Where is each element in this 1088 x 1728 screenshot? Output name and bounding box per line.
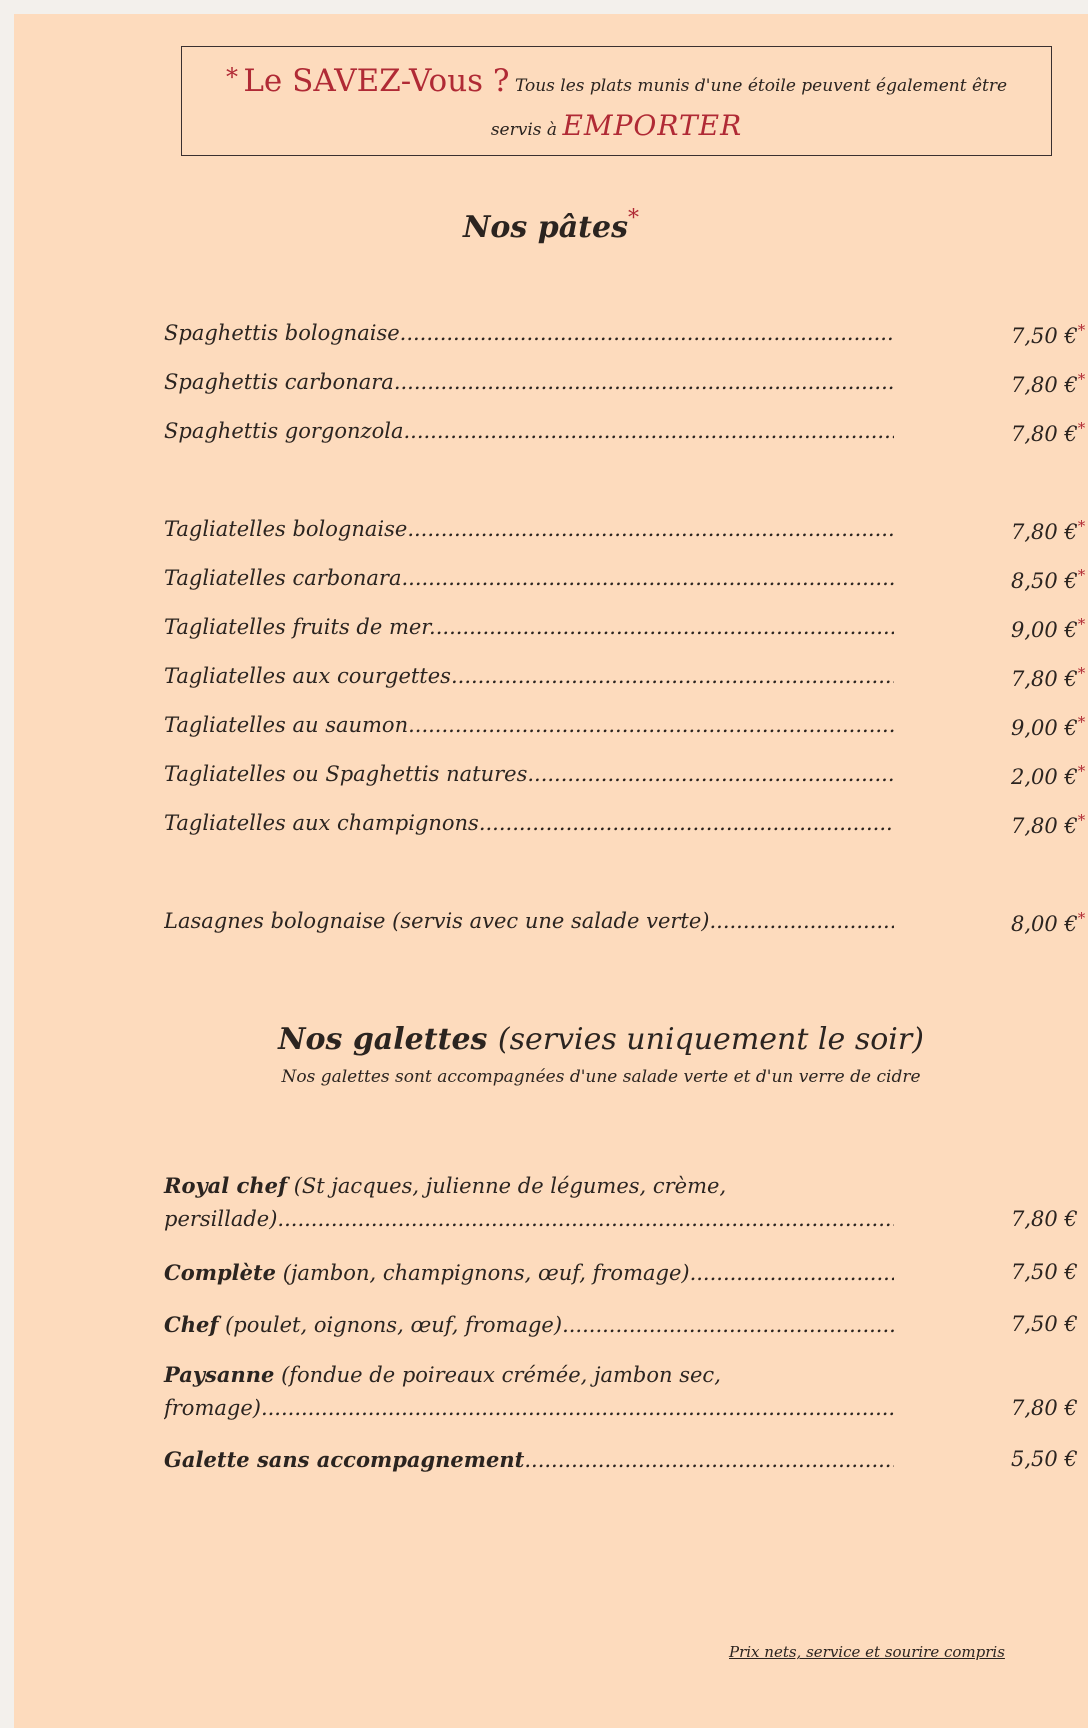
item-star: * [1077, 615, 1086, 633]
item-star: * [1077, 664, 1086, 682]
item-price: 7,50 € [1011, 1260, 1078, 1284]
item-price: 8,50 € [1011, 569, 1078, 593]
item-price: 9,00 € [1011, 716, 1078, 740]
item-desc: (fondue de poireaux crémée, jambon sec, [281, 1363, 721, 1387]
menu-item [164, 321, 1088, 351]
item-name: Spaghettis gorgonzola [164, 419, 404, 443]
galettes-title [14, 1022, 1088, 1057]
menu-item [164, 762, 1088, 792]
item-name: Lasagnes bolognaise (servis avec une salade verte) [164, 909, 710, 933]
item-name: Tagliatelles bolognaise [164, 517, 408, 541]
item-name: Tagliatelles ou Spaghettis natures [164, 762, 528, 786]
notice-emporter: EMPORTER [562, 109, 743, 142]
pates-title [14, 206, 1088, 245]
item-name: Tagliatelles fruits de mer [164, 615, 430, 639]
item-desc: (St jacques, julienne de légumes, crème, [293, 1174, 727, 1198]
menu-item [164, 713, 1088, 743]
menu-page [14, 14, 1088, 1728]
menu-item [164, 909, 1088, 939]
menu-item [164, 370, 1088, 400]
item-star: * [1077, 321, 1086, 339]
notice-line-1 [182, 63, 1051, 99]
item-price: 5,50 € [1011, 1447, 1078, 1471]
menu-item [164, 615, 1088, 645]
item-name: Chef [164, 1312, 219, 1337]
item-price: 9,00 € [1011, 618, 1078, 642]
pates-title-text: Nos pâtes [462, 210, 628, 245]
item-price: 7,80 € [1011, 520, 1078, 544]
item-star: * [1077, 419, 1086, 437]
item-star: * [1077, 370, 1086, 388]
menu-item [164, 664, 1088, 694]
item-price: 7,80 € [1011, 814, 1078, 838]
item-price: 7,80 € [1011, 1396, 1078, 1420]
galettes-title-sub: (servies uniquement le soir) [497, 1022, 924, 1057]
item-star: * [1077, 566, 1086, 584]
item-desc: (jambon, champignons, œuf, fromage) [282, 1261, 690, 1285]
item-name: Tagliatelles aux courgettes [164, 664, 451, 688]
item-name: Tagliatelles carbonara [164, 566, 402, 590]
notice-star: * [225, 63, 238, 91]
item-star: * [1077, 713, 1086, 731]
item-desc-cont: persillade) [164, 1207, 278, 1231]
takeaway-notice-box [181, 46, 1052, 156]
item-star: * [1077, 811, 1086, 829]
item-price: 7,80 € [1011, 667, 1078, 691]
item-name: Royal chef [164, 1173, 288, 1198]
item-name: Tagliatelles aux champignons [164, 811, 479, 835]
menu-item [164, 1260, 1088, 1290]
item-desc: (poulet, oignons, œuf, fromage) [225, 1313, 563, 1337]
notice-title: Le SAVEZ-Vous ? [243, 63, 510, 99]
item-price: 8,00 € [1011, 912, 1078, 936]
item-price: 7,50 € [1011, 1312, 1078, 1336]
item-price: 7,80 € [1011, 1207, 1078, 1231]
item-desc-cont: fromage) [164, 1396, 261, 1420]
item-name: Spaghettis carbonara [164, 370, 394, 394]
item-price: 7,50 € [1011, 324, 1078, 348]
menu-item [164, 419, 1088, 449]
item-star: * [1077, 517, 1086, 535]
menu-item [164, 1447, 1088, 1477]
item-name: Paysanne [164, 1362, 275, 1387]
item-star: * [1077, 909, 1086, 927]
galettes-title-text: Nos galettes [278, 1022, 488, 1057]
menu-item [164, 811, 1088, 841]
item-price: 2,00 € [1011, 765, 1078, 789]
footer-note: Prix nets, service et sourire compris [729, 1643, 1005, 1661]
item-name: Spaghettis bolognaise [164, 321, 400, 345]
menu-item [164, 1312, 1088, 1342]
item-name: Tagliatelles au saumon [164, 713, 409, 737]
menu-item [164, 517, 1088, 547]
item-price: 7,80 € [1011, 373, 1078, 397]
notice-text: Tous les plats munis d'une étoile peuvent également être [514, 76, 1008, 96]
item-name: Complète [164, 1260, 277, 1285]
item-star: * [1077, 762, 1086, 780]
notice-prefix: servis à [490, 120, 558, 140]
notice-line-2 [182, 109, 1051, 142]
galettes-note: Nos galettes sont accompagnées d'une salade verte et d'un verre de cidre [281, 1067, 921, 1087]
item-name: Galette sans accompagnement [164, 1447, 525, 1472]
menu-item [164, 566, 1088, 596]
pates-title-star: * [628, 206, 639, 231]
item-price: 7,80 € [1011, 422, 1078, 446]
